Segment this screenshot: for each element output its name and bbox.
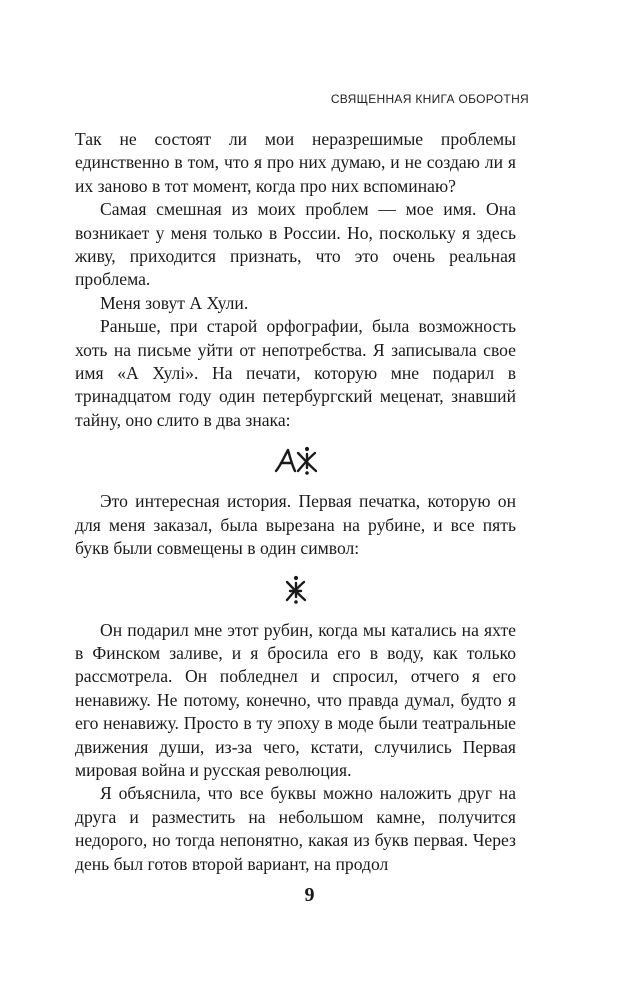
seal-two-signs [75, 432, 516, 490]
paragraph: Я объяснила, что все буквы можно наложить друг на друга и разместить на небольшом камне, получится недорого, но тогда непонятно, какая из букв первая. Через день был готов второй вариант, на продол [75, 783, 516, 874]
running-head: СВЯЩЕННАЯ КНИГА ОБОРОТНЯ [330, 92, 529, 106]
paragraph: Самая смешная из моих проблем — мое имя. Она возникает у меня только в России. Но, поскольку я здесь живу, приходится признать, что это очень реальная проблема. [75, 199, 516, 290]
two-sign-monogram-icon [274, 446, 318, 476]
body-text [75, 128, 516, 876]
paragraph: Он подарил мне этот рубин, когда мы катались на яхте в Финском заливе, и я бросила его в воду, как только рассмотрела. Он побледнел и спросил, отчего я его ненавижу. Не потому, конечно, что правда думал, будто я его ненавижу. Просто в ту эпоху в моде были театральные движения души, из-за чего, кстати, случились Первая мировая война и русская революция. [75, 619, 516, 780]
paragraph: Это интересная история. Первая печатка, которую он для меня заказал, была вырезана на рубине, и все пять букв были совмещены в один символ: [75, 491, 516, 559]
page-number: 9 [304, 884, 315, 906]
seal-one-sign [75, 561, 516, 619]
paragraph: Так не состоят ли мои неразрешимые проблемы единственно в том, что я про них думаю, и не создаю ли я их заново в тот момент, когда про них вспоминаю? [75, 129, 516, 196]
paragraph: Меня зовут А Хули. [100, 292, 249, 313]
paragraph: Раньше, при старой орфографии, была возможность хоть на письме уйти от непотребства. Я записывала свое имя «А Хулi». На печати, которую мне подарил в тринадцатом году один петербургский меценат, знавший тайну, оно слито в два знака: [75, 316, 516, 430]
single-sign-monogram-icon [284, 575, 308, 605]
